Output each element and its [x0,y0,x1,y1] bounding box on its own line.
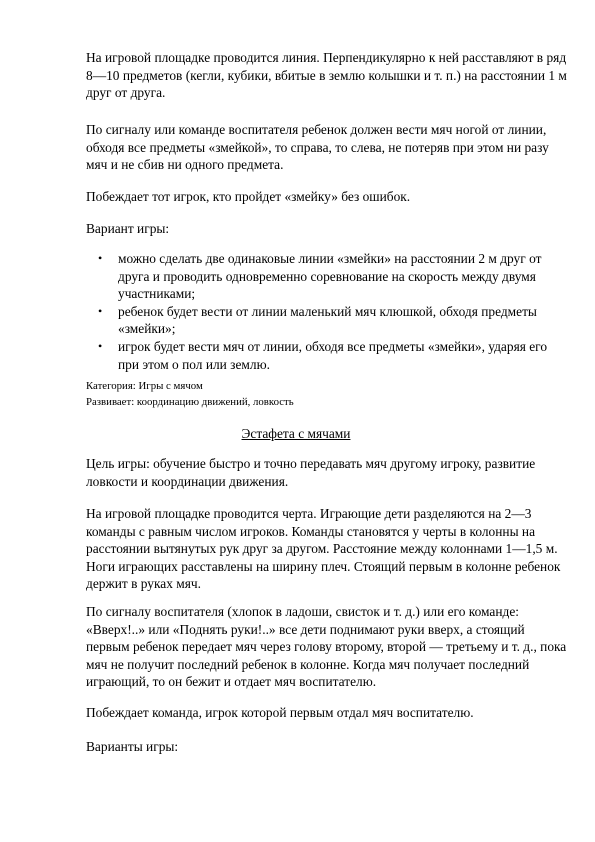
category-line: Категория: Игры с мячом [86,380,203,392]
bullet-icon: • [98,338,103,353]
develops-line: Развивает: координацию движений, ловкость [86,396,294,408]
list-item [86,250,568,303]
variants-heading-2: Варианты игры: [86,739,179,754]
bullet-icon: • [98,251,103,265]
bullet-icon: • [98,303,103,318]
paragraph-goal: Цель игры: обучение быстро и точно передавать мяч другому игроку, развитие ловкости и координации движения. [86,456,536,489]
list-item-text: ребенок будет вести от линии маленький мяч клюшкой, обходя предметы «змейки»; [118,303,537,337]
paragraph-setup-2: На игровой площадке проводится черта. Играющие дети разделяются на 2—3 команды с равным числом игроков. Команды становятся у черты в колонны на расстоянии вытянутых рук друг за другом. Расстояние между колоннами 1—1,5 м. Ноги играющих расставлены на ширину плеч. Стоящий первым в колонне ребенок держит в руках мяч. [86,506,561,592]
list-item-text: игрок будет вести мяч от линии, обходя все предметы «змейки», ударяя его при этом о пол или землю. [118,338,548,372]
list-item [86,303,568,338]
list-item [86,338,568,373]
paragraph-rules: По сигналу или команде воспитателя ребенок должен вести мяч ногой от линии, обходя все предметы «змейкой», то справа, то слева, не потеряв при этом ни разу мяч и не сбив ни одного предмета. [86,122,549,173]
variant-list [86,250,568,373]
section-title: Эстафета с мячами [241,426,351,441]
paragraph-rules-2: По сигналу воспитателя (хлопок в ладоши, свисток и т. д.) или его команде: «Вверх!..» или «Поднять руки!..» все дети поднимают руки вверх, а стоящий первым ребенок передает мяч через голову второму, второй — третьему и т. д., пока мяч не получит последний ребенок в колонне. Когда мяч получает последний играющий, то он бежит и отдает мяч воспитателю. [86,604,567,690]
list-item-text: можно сделать две одинаковые линии «змейки» на расстоянии 2 м друг от друга и проводить одновременно соревнование на скорость между двумя участниками; [118,251,542,302]
variant-heading: Вариант игры: [86,221,170,236]
paragraph-setup: На игровой площадке проводится линия. Перпендикулярно к ней расставляют в ряд 8—10 предметов (кегли, кубики, вбитые в землю колышки и т. п.) на расстоянии 1 м друг от друга. [86,50,567,101]
paragraph-winner: Побеждает тот игрок, кто пройдет «змейку» без ошибок. [86,189,411,204]
paragraph-winner-2: Побеждает команда, игрок которой первым отдал мяч воспитателю. [86,705,474,720]
